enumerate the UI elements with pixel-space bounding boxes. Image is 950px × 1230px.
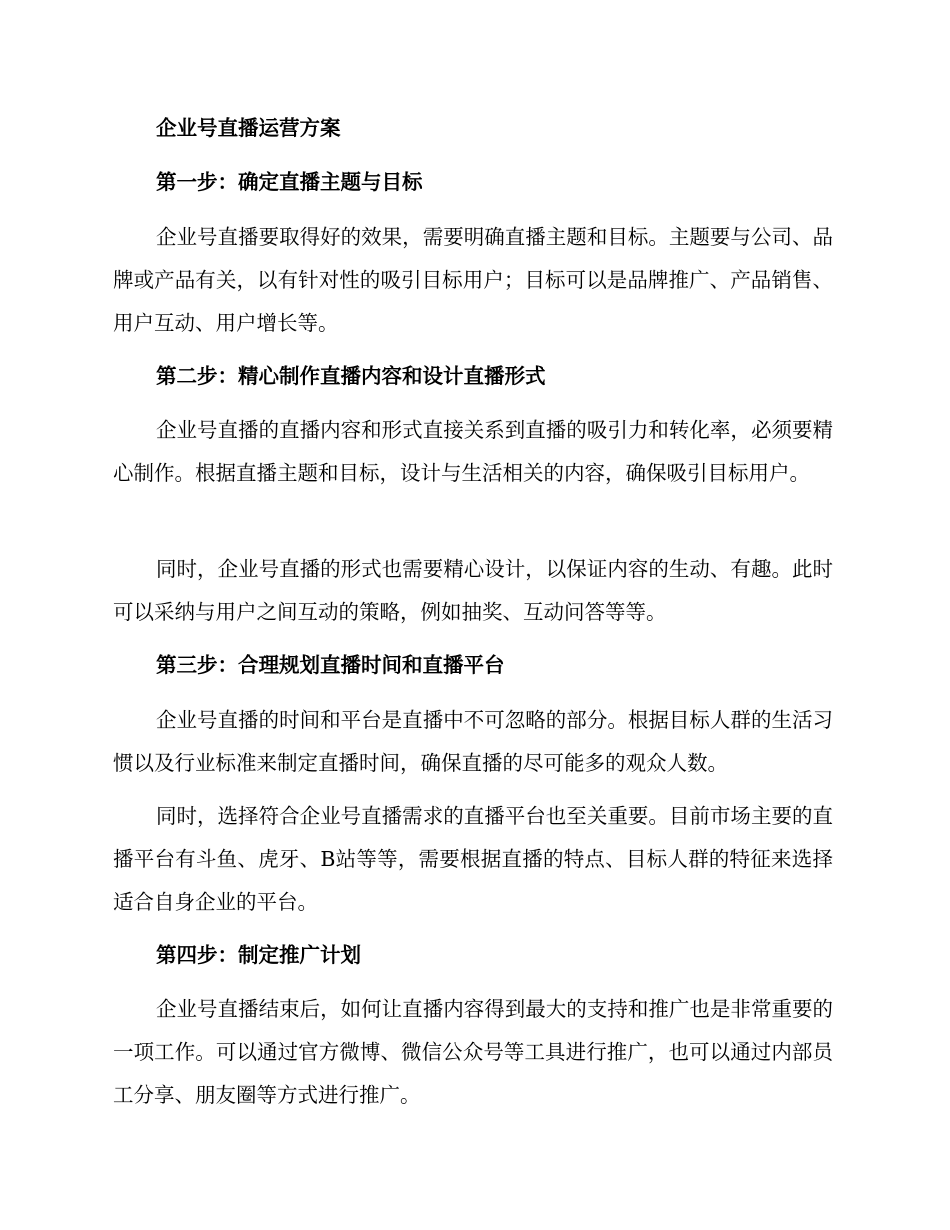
section-4-heading: 第四步：制定推广计划 xyxy=(156,943,361,967)
section-2-heading: 第二步：精心制作直播内容和设计直播形式 xyxy=(156,364,546,388)
section-2-paragraph-1: 企业号直播的直播内容和形式直接关系到直播的吸引力和转化率，必须要精心制作。根据直播主题和目标，设计与生活相关的内容，确保吸引目标用户。 xyxy=(113,418,833,485)
section-3-paragraph-2: 同时，选择符合企业号直播需求的直播平台也至关重要。目前市场主要的直播平台有斗鱼、虎牙、B站等等，需要根据直播的特点、目标人群的特征来选择适合自身企业的平台。 xyxy=(113,804,833,914)
document-title: 企业号直播运营方案 xyxy=(156,116,341,140)
section-1-paragraph-1: 企业号直播要取得好的效果，需要明确直播主题和目标。主题要与公司、品牌或产品有关，以有针对性的吸引目标用户；目标可以是品牌推广、产品销售、用户互动、用户增长等。 xyxy=(113,225,833,335)
section-1-heading: 第一步：确定直播主题与目标 xyxy=(156,170,423,194)
section-4-paragraph-1: 企业号直播结束后，如何让直播内容得到最大的支持和推广也是非常重要的一项工作。可以通过官方微博、微信公众号等工具进行推广，也可以通过内部员工分享、朋友圈等方式进行推广。 xyxy=(113,997,833,1107)
section-3-heading: 第三步：合理规划直播时间和直播平台 xyxy=(156,653,505,677)
section-3-paragraph-1: 企业号直播的时间和平台是直播中不可忽略的部分。根据目标人群的生活习惯以及行业标准来制定直播时间，确保直播的尽可能多的观众人数。 xyxy=(113,708,833,775)
section-2-paragraph-2: 同时，企业号直播的形式也需要精心设计，以保证内容的生动、有趣。此时可以采纳与用户之间互动的策略，例如抽奖、互动问答等等。 xyxy=(113,557,833,624)
